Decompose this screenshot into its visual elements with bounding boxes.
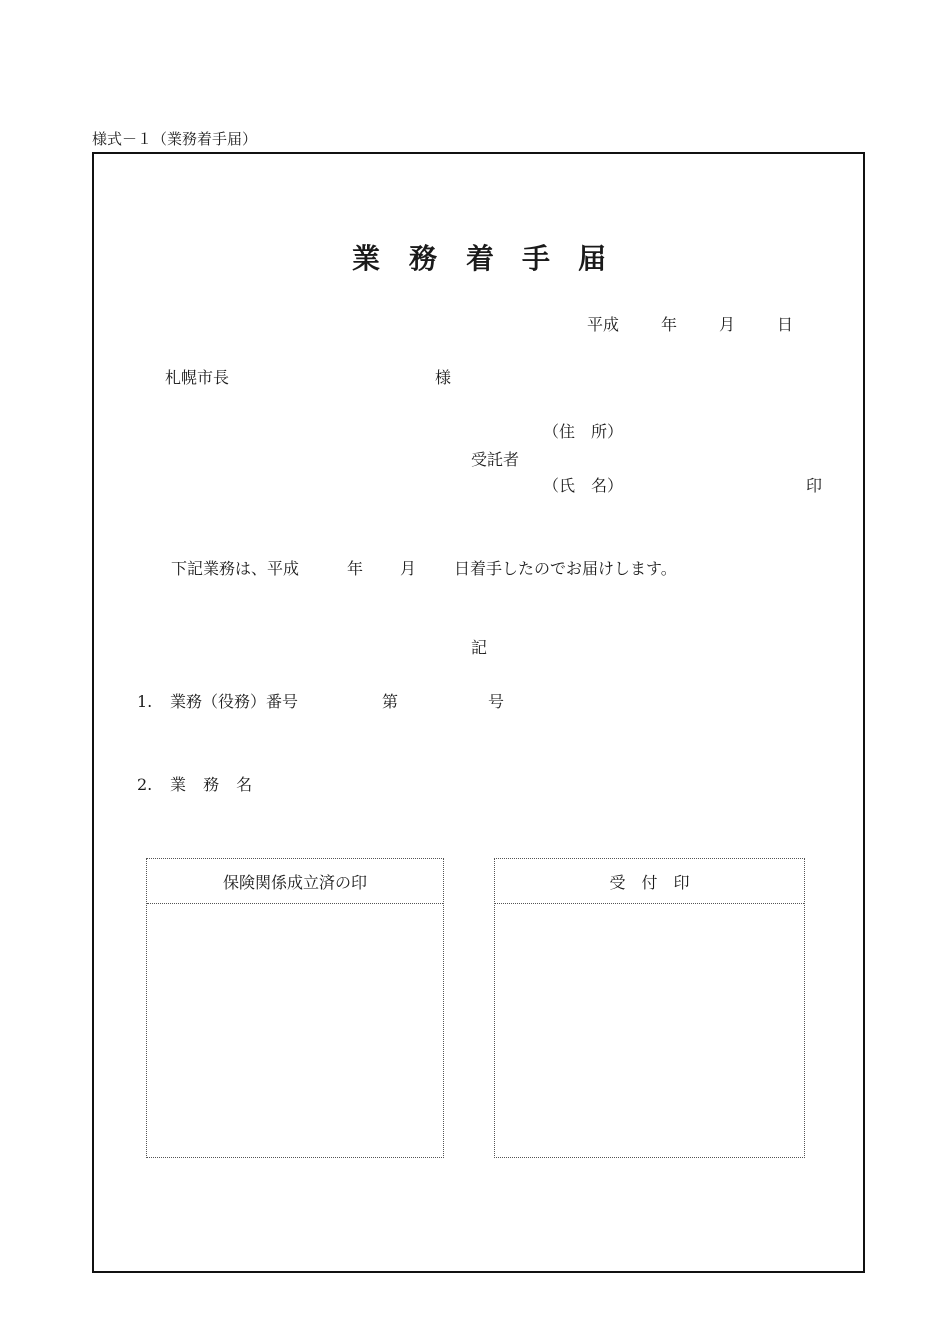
document-title-char-4: 手	[522, 242, 551, 275]
document-title-char-3: 着	[466, 242, 495, 275]
document-title-char-5: 届	[578, 242, 607, 275]
receipt-stamp-box-label: 受 付 印	[495, 859, 804, 904]
contractor-name-label: （氏 名）	[543, 476, 624, 495]
date-year-label: 年	[661, 315, 678, 334]
insurance-stamp-box	[146, 858, 444, 1158]
contractor-address-label: （住 所）	[543, 422, 624, 441]
form-id: 様式－１（業務着手届）	[92, 130, 258, 148]
body-text-month: 月	[400, 559, 417, 578]
document-title-char-1: 業	[352, 242, 381, 275]
insurance-stamp-box-label: 保険関係成立済の印	[147, 859, 443, 904]
addressee-name: 札幌市長	[165, 368, 230, 387]
body-text-suffix: 日着手したのでお届けします。	[454, 559, 677, 578]
body-text-prefix: 下記業務は、平成	[171, 559, 300, 578]
document-title-char-2: 務	[409, 242, 438, 275]
date-month-label: 月	[719, 315, 736, 334]
ki-mark: 記	[471, 638, 488, 657]
item1-label: 業務（役務）番号	[170, 692, 299, 711]
item2-number: 2.	[137, 775, 153, 794]
date-era: 平成	[587, 315, 620, 334]
contractor-label: 受託者	[471, 450, 520, 469]
item1-go: 号	[488, 692, 505, 711]
date-day-label: 日	[777, 315, 794, 334]
receipt-stamp-box	[494, 858, 805, 1158]
addressee-honorific: 様	[435, 368, 452, 387]
item1-number: 1.	[137, 692, 153, 711]
body-text-year: 年	[347, 559, 364, 578]
item1-dai: 第	[382, 692, 399, 711]
contractor-seal: 印	[806, 476, 823, 495]
item2-label: 業 務 名	[170, 775, 259, 794]
